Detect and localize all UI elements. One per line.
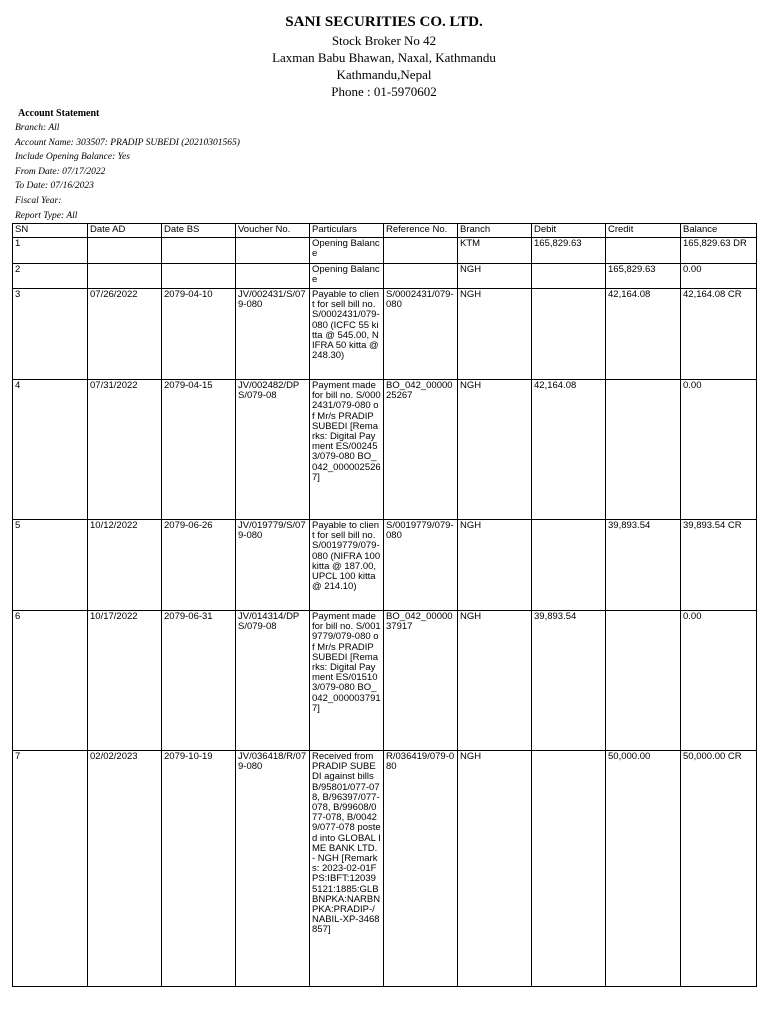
statement-table (12, 223, 757, 987)
col-header-branch: Branch (458, 224, 532, 238)
cell-branch: NGH (458, 751, 532, 987)
cell-debit: 39,893.54 (532, 611, 606, 751)
col-header-reference: Reference No. (384, 224, 458, 238)
cell-date-ad: 10/17/2022 (88, 611, 162, 751)
account-name: Account Name: 303507: PRADIP SUBEDI (20210301565) (15, 137, 240, 148)
table-row (13, 520, 757, 611)
table-row (13, 238, 757, 264)
report-type: Report Type: All (15, 210, 78, 221)
cell-date-bs: 2079-04-10 (162, 289, 236, 380)
cell-particulars: Payment made for bill no. S/0002431/079-080 of Mr/s PRADIP SUBEDI [Remarks: Digital Payment ES/002453/079-080 BO_042_0000025267] (310, 380, 384, 520)
cell-debit (532, 520, 606, 611)
cell-reference: S/0002431/079-080 (384, 289, 458, 380)
from-date: From Date: 07/17/2022 (15, 166, 106, 177)
table-row (13, 289, 757, 380)
cell-branch: NGH (458, 264, 532, 289)
cell-sn: 6 (13, 611, 88, 751)
cell-voucher (236, 264, 310, 289)
cell-reference: BO_042_0000037917 (384, 611, 458, 751)
table-row (13, 751, 757, 987)
company-name: SANI SECURITIES CO. LTD. (285, 14, 483, 30)
cell-date-ad: 02/02/2023 (88, 751, 162, 987)
cell-reference (384, 238, 458, 264)
table-header-row (13, 224, 757, 238)
cell-date-bs: 2079-06-26 (162, 520, 236, 611)
col-header-credit: Credit (606, 224, 681, 238)
cell-particulars: Opening Balance (310, 238, 384, 264)
cell-balance: 165,829.63 DR (681, 238, 757, 264)
cell-date-bs (162, 238, 236, 264)
cell-balance: 0.00 (681, 264, 757, 289)
cell-reference: R/036419/079-080 (384, 751, 458, 987)
cell-credit: 39,893.54 (606, 520, 681, 611)
opening-balance-flag: Include Opening Balance: Yes (15, 152, 130, 163)
address-line-2: Kathmandu,Nepal (336, 67, 432, 82)
cell-date-ad: 07/31/2022 (88, 380, 162, 520)
cell-sn: 5 (13, 520, 88, 611)
cell-date-ad (88, 264, 162, 289)
branch-filter: Branch: All (15, 123, 60, 133)
cell-branch: KTM (458, 238, 532, 264)
cell-particulars: Payable to client for sell bill no. S/0019779/079-080 (NIFRA 100 kitta @ 187.00, UPCL 100 kitta @ 214.10) (310, 520, 384, 611)
cell-sn: 2 (13, 264, 88, 289)
cell-sn: 7 (13, 751, 88, 987)
cell-credit (606, 611, 681, 751)
cell-balance: 50,000.00 CR (681, 751, 757, 987)
cell-debit: 42,164.08 (532, 380, 606, 520)
cell-branch: NGH (458, 289, 532, 380)
col-header-date-ad: Date AD (88, 224, 162, 238)
table-row (13, 380, 757, 520)
col-header-date-bs: Date BS (162, 224, 236, 238)
cell-reference (384, 264, 458, 289)
cell-date-bs: 2079-04-15 (162, 380, 236, 520)
fiscal-year: Fiscal Year: (15, 195, 62, 206)
table-row (13, 611, 757, 751)
address-line-1: Laxman Babu Bhawan, Naxal, Kathmandu (272, 50, 496, 65)
cell-reference: BO_042_0000025267 (384, 380, 458, 520)
cell-credit (606, 380, 681, 520)
cell-credit: 165,829.63 (606, 264, 681, 289)
cell-credit: 50,000.00 (606, 751, 681, 987)
cell-particulars: Received from PRADIP SUBEDI against bills B/95801/077-078, B/96397/077-078, B/99608/077-078, B/00429/077-078 posted into GLOBAL IME BANK LTD. - NGH [Remarks: 2023-02-01FPS:IBFT:120395121:1885:GLBBNPKA:NARBNPKA:PRADIP-/NABIL-XP-3468857] (310, 751, 384, 987)
cell-voucher: JV/002431/S/079-080 (236, 289, 310, 380)
cell-sn: 3 (13, 289, 88, 380)
cell-sn: 4 (13, 380, 88, 520)
cell-date-bs (162, 264, 236, 289)
cell-branch: NGH (458, 520, 532, 611)
cell-balance: 42,164.08 CR (681, 289, 757, 380)
cell-voucher: JV/014314/DPS/079-08 (236, 611, 310, 751)
cell-date-bs: 2079-10-19 (162, 751, 236, 987)
cell-particulars: Payment made for bill no. S/0019779/079-080 of Mr/s PRADIP SUBEDI [Remarks: Digital Payment ES/015103/079-080 BO_042_0000037917] (310, 611, 384, 751)
cell-particulars: Opening Balance (310, 264, 384, 289)
table-row (13, 264, 757, 289)
cell-balance: 0.00 (681, 380, 757, 520)
cell-reference: S/0019779/079-080 (384, 520, 458, 611)
cell-voucher: JV/002482/DPS/079-08 (236, 380, 310, 520)
col-header-sn: SN (13, 224, 88, 238)
col-header-debit: Debit (532, 224, 606, 238)
col-header-voucher: Voucher No. (236, 224, 310, 238)
cell-sn: 1 (13, 238, 88, 264)
cell-balance: 0.00 (681, 611, 757, 751)
cell-balance: 39,893.54 CR (681, 520, 757, 611)
cell-date-ad: 10/12/2022 (88, 520, 162, 611)
statement-title: Account Statement (18, 108, 100, 119)
cell-voucher: JV/019779/S/079-080 (236, 520, 310, 611)
cell-debit: 165,829.63 (532, 238, 606, 264)
cell-voucher (236, 238, 310, 264)
col-header-particulars: Particulars (310, 224, 384, 238)
to-date: To Date: 07/16/2023 (15, 181, 94, 192)
phone-number: Phone : 01-5970602 (331, 84, 437, 99)
cell-date-ad: 07/26/2022 (88, 289, 162, 380)
cell-date-bs: 2079-06-31 (162, 611, 236, 751)
letterhead (0, 12, 768, 100)
cell-debit (532, 289, 606, 380)
statement-details (15, 106, 240, 223)
broker-number: Stock Broker No 42 (331, 33, 437, 48)
cell-credit (606, 238, 681, 264)
cell-debit (532, 751, 606, 987)
cell-branch: NGH (458, 611, 532, 751)
cell-voucher: JV/036418/R/079-080 (236, 751, 310, 987)
cell-date-ad (88, 238, 162, 264)
cell-branch: NGH (458, 380, 532, 520)
col-header-balance: Balance (681, 224, 757, 238)
cell-credit: 42,164.08 (606, 289, 681, 380)
cell-particulars: Payable to client for sell bill no. S/0002431/079-080 (ICFC 55 kitta @ 545.00, NIFRA 50 kitta @ 248.30) (310, 289, 384, 380)
cell-debit (532, 264, 606, 289)
